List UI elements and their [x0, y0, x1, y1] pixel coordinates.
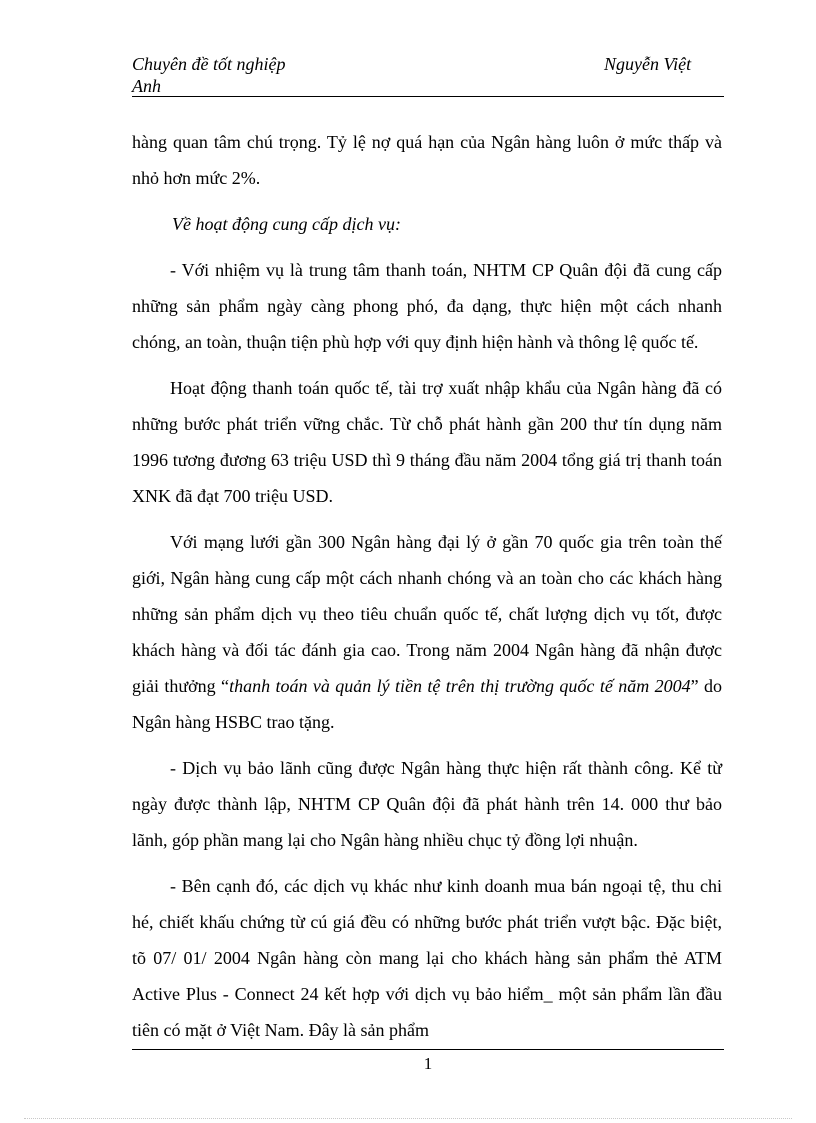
page-edge-line	[24, 1118, 792, 1119]
page-number: 1	[423, 1054, 433, 1073]
paragraph-correspondent-network	[132, 524, 722, 740]
paragraph-network-text: Với mạng lưới gần 300 Ngân hàng đại lý ở gần 70 quốc gia trên toàn thế giới, Ngân hàng cung cấp một cách nhanh chóng và an toàn cho các khách hàng những sản phẩm dịch vụ theo tiêu chuẩn quốc tế, chất lượng dịch vụ tốt, được khách hàng và đối tác đánh gia cao. Trong năm 2004 Ngân hàng đã nhận được giải thưởng “	[132, 532, 722, 696]
footer-divider	[132, 1049, 724, 1050]
header-title-line2: Anh	[132, 76, 161, 96]
award-title: thanh toán và quản lý tiền tệ trên thị trường quốc tế năm 2004	[229, 676, 691, 696]
header-title-line1: Chuyên đề tốt nghiệp	[132, 54, 286, 74]
paragraph-other-services: - Bên cạnh đó, các dịch vụ khác như kinh doanh mua bán ngoại tệ, thu chi hé, chiết khấu chứng từ cú giá đều có những bước phát triển vượt bậc. Đặc biệt, tõ 07/ 01/ 2004 Ngân hàng còn mang lại cho khách hàng sản phẩm thẻ ATM Active Plus - Connect 24 kết hợp với dịch vụ bảo hiểm_ một sản phẩm lần đầu tiên có mặt ở Việt Nam. Đây là sản phẩm	[132, 876, 722, 1040]
body-text	[132, 124, 722, 1058]
header-divider	[132, 96, 724, 97]
paragraph-payment-center: - Với nhiệm vụ là trung tâm thanh toán, NHTM CP Quân đội đã cung cấp những sản phẩm ngày càng phong phó, đa dạng, thực hiện một cách nhanh chóng, an toàn, thuận tiện phù hợp với quy định hiện hành và thông lệ quốc tế.	[132, 260, 722, 352]
paragraph-network-text-end: ” do Ngân hàng HSBC trao tặng.	[132, 676, 722, 732]
paragraph-guarantee: - Dịch vụ bảo lãnh cũng được Ngân hàng thực hiện rất thành công. Kể từ ngày được thành lập, NHTM CP Quân đội đã phát hành trên 14. 000 thư bảo lãnh, góp phần mang lại cho Ngân hàng nhiều chục tỷ đồng lợi nhuận.	[132, 758, 722, 850]
paragraph-1: hàng quan tâm chú trọng. Tỷ lệ nợ quá hạn của Ngân hàng luôn ở mức thấp và nhỏ hơn mức 2%.	[132, 132, 722, 188]
paragraph-international-payment: Hoạt động thanh toán quốc tế, tài trợ xuất nhập khẩu của Ngân hàng đã có những bước phát triển vững chắc. Từ chỗ phát hành gần 200 thư tín dụng năm 1996 tương đương 63 triệu USD thì 9 tháng đầu năm 2004 tổng giá trị thanh toán XNK đã đạt 700 triệu USD.	[132, 378, 722, 506]
header-author: Nguyễn Việt	[604, 54, 692, 74]
header-title	[132, 53, 285, 97]
section-heading: Về hoạt động cung cấp dịch vụ:	[172, 214, 401, 234]
